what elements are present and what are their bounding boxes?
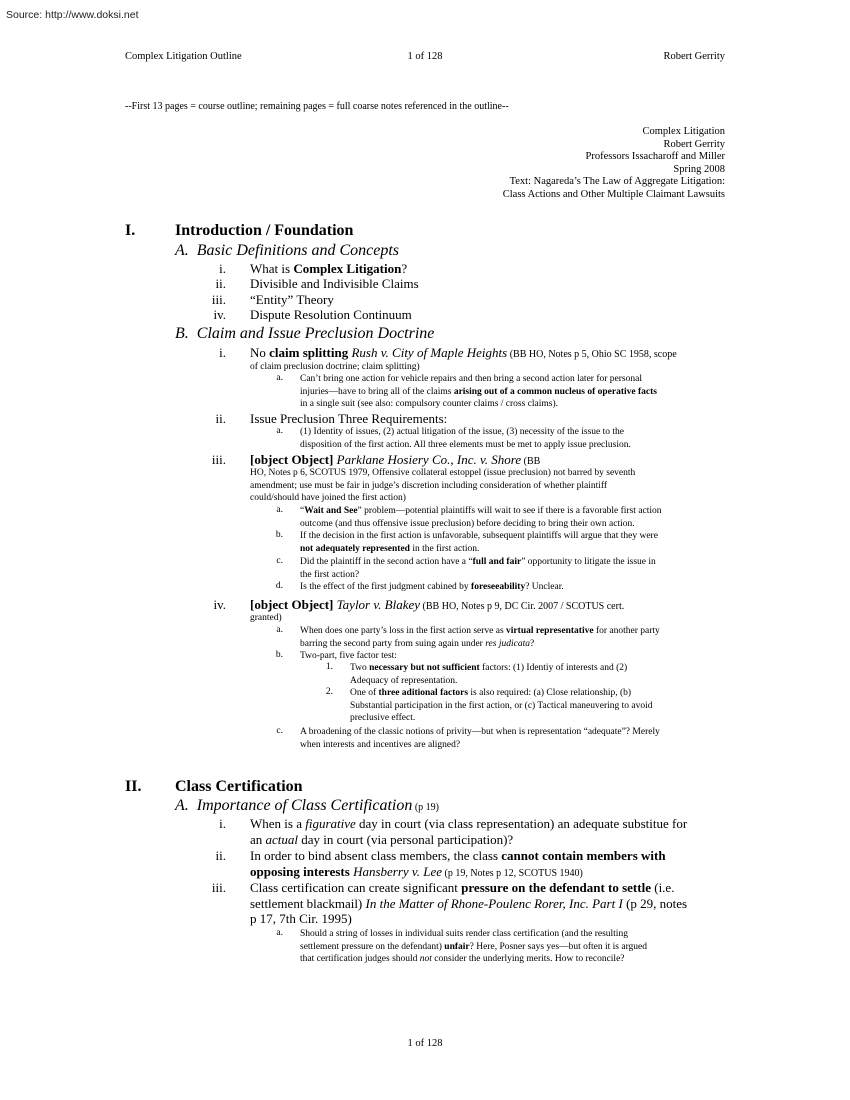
footer-page-number: 1 of 128 xyxy=(407,1038,443,1049)
header-page-number: 1 of 128 xyxy=(407,51,443,62)
item-marker: iv. xyxy=(213,597,226,612)
item-text: Dispute Resolution Continuum xyxy=(250,307,412,322)
section-2-title: Class Certification xyxy=(175,778,303,795)
section-1a-title: Basic Definitions and Concepts xyxy=(196,242,399,259)
subitem-marker: c. xyxy=(276,726,283,736)
subitem-text: If the decision in the first action is unfavorable, subsequent plaintiffs will argue that they were not adequately represented in the first action. xyxy=(300,531,658,554)
item-text: Divisible and Indivisible Claims xyxy=(250,276,419,291)
section-2-numeral: II. xyxy=(125,778,142,795)
item-text: When is a figurative day in court (via class representation) an adequate substitue for an actual day in court (via personal participation)? xyxy=(250,816,688,847)
cover-term: Spring 2008 xyxy=(673,163,725,175)
subitem-marker: d. xyxy=(275,581,283,591)
item-text: Issue Preclusion Three Requirements: xyxy=(250,411,448,426)
subitem-text: Two-part, five factor test: xyxy=(300,651,397,661)
item-citation: of claim preclusion doctrine; claim splitting) xyxy=(250,362,420,372)
item-text: [object Object] Taylor v. Blakey (BB HO, Notes p 9, DC Cir. 2007 / SCOTUS cert. xyxy=(250,597,625,612)
section-2a-title: Importance of Class Certification xyxy=(196,797,413,814)
section-2a-heading xyxy=(175,797,439,815)
subitem-marker: a. xyxy=(276,373,283,383)
cover-author: Robert Gerrity xyxy=(663,138,725,150)
section-1b-title: Claim and Issue Preclusion Doctrine xyxy=(196,325,435,342)
item-text: No claim splitting Rush v. City of Maple Heights (BB HO, Notes p 5, Ohio SC 1958, scope xyxy=(250,345,677,360)
item-text: In order to bind absent class members, the class cannot contain members with opposing interests Hansberry v. Lee (p 19, Notes p 12, SCOTUS 1940) xyxy=(250,848,666,879)
subitem-text: “Wait and See” problem—potential plaintiffs will wait to see if there is a favorable first action outcome (and thus offensive issue preclusion) before deciding to bring their own action. xyxy=(300,506,662,529)
numbered-marker: 1. xyxy=(325,662,333,672)
item-text: What is Complex Litigation? xyxy=(250,261,408,276)
cover-text-1: Text: Nagareda’s The Law of Aggregate Litigation: xyxy=(509,176,725,188)
outline-note: --First 13 pages = course outline; remaining pages = full coarse notes referenced in the outline-- xyxy=(125,101,509,112)
subitem-text: A broadening of the classic notions of privity—but when is representation “adequate”? Merely when interests and incentives are aligned? xyxy=(300,727,660,750)
subitem-marker: a. xyxy=(276,928,283,938)
subitem-text: Did the plaintiff in the second action have a “full and fair” opportunity to litigate the issue in the first action? xyxy=(300,557,656,580)
item-citation: HO, Notes p 6, SCOTUS 1979, Offensive collateral estoppel (issue preclusion) not barred by seventh amendment; use must be fair in judge’s discretion including consideration of whether plaintiff could/should have joined the first action) xyxy=(250,468,636,504)
cover-course: Complex Litigation xyxy=(642,126,725,137)
section-1b-heading xyxy=(175,325,434,343)
section-1a-marker: A. xyxy=(175,242,189,259)
subitem-text: When does one party’s loss in the first action serve as virtual representative for another party barring the second party from suing again under res judicata? xyxy=(300,626,660,649)
cover-text-2: Class Actions and Other Multiple Claimant Lawsuits xyxy=(502,188,725,200)
item-text: “Entity” Theory xyxy=(250,292,334,307)
subitem-marker: a. xyxy=(276,625,283,635)
numbered-text: Two necessary but not sufficient factors: (1) Identiy of interests and (2) Adequacy of representation. xyxy=(350,663,628,686)
cover-block xyxy=(503,126,725,202)
subitem-text: Can’t bring one action for vehicle repairs and then bring a second action later for personal injuries—have to bring all of the claims arising out of a common nucleus of operative facts in a single suit (see also: compulsory counter claims / cross claims). xyxy=(300,374,657,410)
header-title: Complex Litigation Outline xyxy=(125,51,242,62)
subitem-text: Is the effect of the first judgment cabined by foreseeability? Unclear. xyxy=(300,582,564,592)
item-marker: ii. xyxy=(215,411,226,426)
subitem-marker: b. xyxy=(275,530,283,540)
item-marker: i. xyxy=(219,816,226,831)
section-1a-heading xyxy=(175,242,399,260)
item-text: [object Object] Parklane Hosiery Co., Inc. v. Shore (BB xyxy=(250,452,541,467)
numbered-text: One of three aditional factors is also required: (a) Close relationship, (b) Substantial participation in the first action, or (c) Tactical maneuvering to avoid preclusive effect. xyxy=(350,688,653,724)
subitem-marker: c. xyxy=(276,556,283,566)
item-marker: i. xyxy=(219,261,226,276)
subitem-marker: b. xyxy=(275,650,283,660)
item-marker: ii. xyxy=(215,276,226,291)
item-marker: ii. xyxy=(215,848,226,863)
numbered-marker: 2. xyxy=(325,687,333,697)
item-text: Class certification can create significant pressure on the defendant to settle (i.e. settlement blackmail) In the Matter of Rhone-Poulenc Rorer, Inc. Part I (p 29, notes p 17, 7th Cir. 1995) xyxy=(250,880,688,927)
item-marker: iii. xyxy=(211,452,226,467)
section-1-numeral: I. xyxy=(125,222,136,239)
item-marker: iii. xyxy=(211,880,226,895)
section-1b-marker: B. xyxy=(175,325,189,342)
item-marker: iii. xyxy=(211,292,226,307)
header-author: Robert Gerrity xyxy=(663,51,725,62)
subitem-marker: a. xyxy=(276,505,283,515)
section-2a-marker: A. xyxy=(175,797,189,814)
subitem-text: (1) Identity of issues, (2) actual litigation of the issue, (3) necessity of the issue to the disposition of the first action. All three elements must be met to apply issue preclusion. xyxy=(300,427,631,450)
item-marker: iv. xyxy=(213,307,226,322)
section-2a-page: (p 19) xyxy=(412,802,439,813)
subitem-text: Should a string of losses in individual suits render class certification (and the resulting settlement pressure on the defendant) unfair? Here, Posner says yes—but often it is argued that certification judges should not consider the underlying merits. How to reconcile? xyxy=(300,929,648,965)
item-citation: granted) xyxy=(250,613,282,623)
subitem-marker: a. xyxy=(276,426,283,436)
source-watermark: Source: http://www.doksi.net xyxy=(6,9,139,21)
section-1-title: Introduction / Foundation xyxy=(175,222,354,239)
cover-professors: Professors Issacharoff and Miller xyxy=(585,151,725,163)
item-marker: i. xyxy=(219,345,226,360)
